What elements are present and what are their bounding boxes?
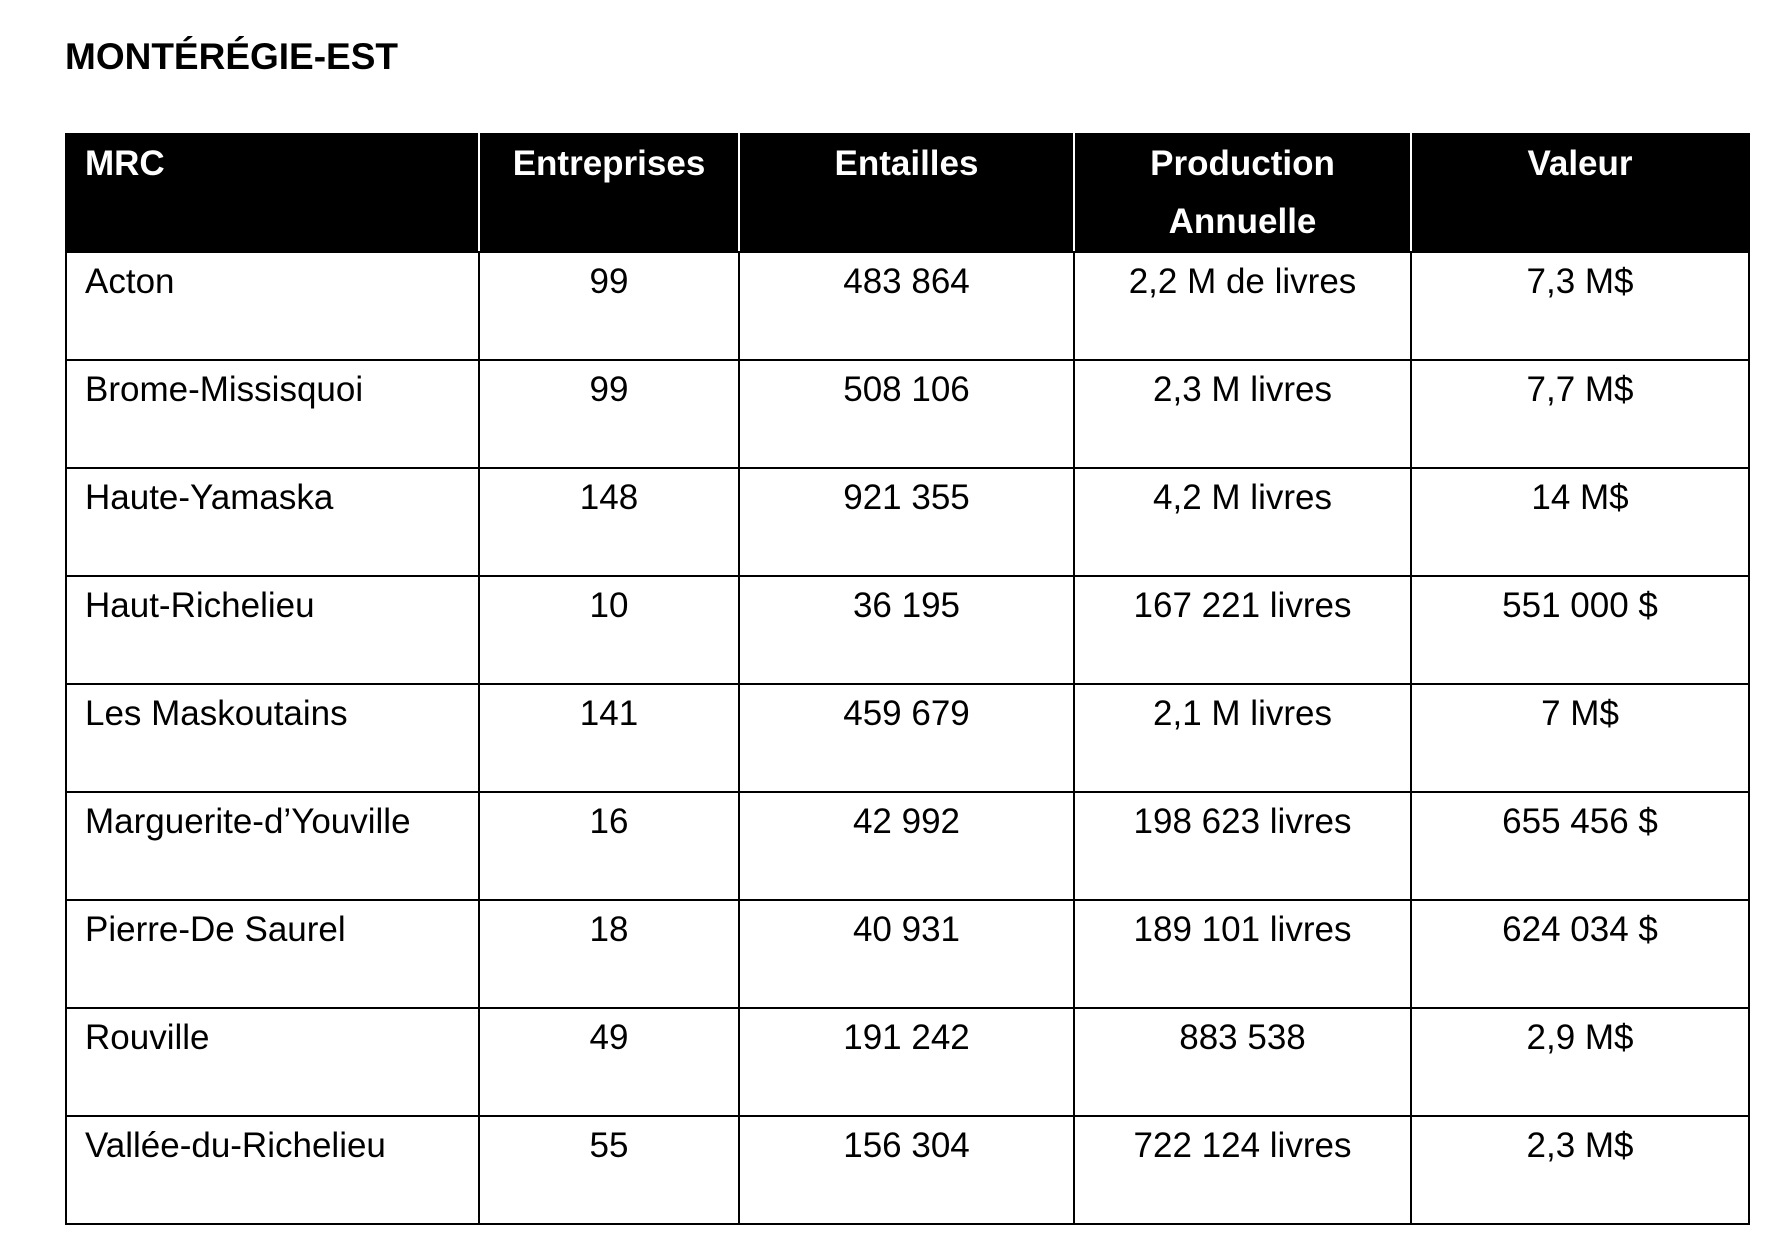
header-mrc: MRC <box>66 134 479 252</box>
table-row <box>66 900 1749 1008</box>
cell-production: 167 221 livres <box>1074 576 1411 684</box>
cell-entailles: 36 195 <box>739 576 1074 684</box>
cell-mrc: Brome-Missisquoi <box>66 360 479 468</box>
cell-valeur: 624 034 $ <box>1411 900 1749 1008</box>
table-header <box>66 134 1749 252</box>
cell-production: 722 124 livres <box>1074 1116 1411 1224</box>
header-row <box>66 134 1749 252</box>
header-entailles: Entailles <box>739 134 1074 252</box>
header-production: Production Annuelle <box>1074 134 1411 252</box>
cell-entreprises: 141 <box>479 684 739 792</box>
cell-entreprises: 148 <box>479 468 739 576</box>
table-row <box>66 468 1749 576</box>
table-row <box>66 1008 1749 1116</box>
cell-mrc: Les Maskoutains <box>66 684 479 792</box>
table-row <box>66 360 1749 468</box>
table-row <box>66 1116 1749 1224</box>
cell-valeur: 7,3 M$ <box>1411 252 1749 360</box>
cell-production: 198 623 livres <box>1074 792 1411 900</box>
cell-mrc: Vallée-du-Richelieu <box>66 1116 479 1224</box>
cell-entailles: 508 106 <box>739 360 1074 468</box>
cell-valeur: 655 456 $ <box>1411 792 1749 900</box>
cell-mrc: Haut-Richelieu <box>66 576 479 684</box>
cell-entailles: 483 864 <box>739 252 1074 360</box>
cell-mrc: Rouville <box>66 1008 479 1116</box>
table-row <box>66 576 1749 684</box>
cell-entailles: 40 931 <box>739 900 1074 1008</box>
cell-production: 2,3 M livres <box>1074 360 1411 468</box>
header-valeur: Valeur <box>1411 134 1749 252</box>
cell-entailles: 42 992 <box>739 792 1074 900</box>
cell-entreprises: 16 <box>479 792 739 900</box>
cell-production: 883 538 <box>1074 1008 1411 1116</box>
cell-mrc: Acton <box>66 252 479 360</box>
maple-production-table <box>65 133 1750 1225</box>
cell-production: 2,1 M livres <box>1074 684 1411 792</box>
table-row <box>66 792 1749 900</box>
header-entreprises: Entreprises <box>479 134 739 252</box>
cell-valeur: 7 M$ <box>1411 684 1749 792</box>
cell-valeur: 7,7 M$ <box>1411 360 1749 468</box>
table-body <box>66 252 1749 1224</box>
table-row <box>66 252 1749 360</box>
cell-entreprises: 55 <box>479 1116 739 1224</box>
cell-valeur: 551 000 $ <box>1411 576 1749 684</box>
cell-entailles: 156 304 <box>739 1116 1074 1224</box>
cell-entailles: 921 355 <box>739 468 1074 576</box>
cell-entreprises: 99 <box>479 360 739 468</box>
cell-mrc: Marguerite-d’Youville <box>66 792 479 900</box>
cell-mrc: Haute-Yamaska <box>66 468 479 576</box>
cell-entailles: 459 679 <box>739 684 1074 792</box>
cell-entreprises: 10 <box>479 576 739 684</box>
table-row <box>66 684 1749 792</box>
cell-valeur: 2,9 M$ <box>1411 1008 1749 1116</box>
cell-entreprises: 49 <box>479 1008 739 1116</box>
cell-valeur: 2,3 M$ <box>1411 1116 1749 1224</box>
cell-production: 4,2 M livres <box>1074 468 1411 576</box>
cell-entailles: 191 242 <box>739 1008 1074 1116</box>
cell-valeur: 14 M$ <box>1411 468 1749 576</box>
cell-production: 189 101 livres <box>1074 900 1411 1008</box>
cell-mrc: Pierre-De Saurel <box>66 900 479 1008</box>
page-title: MONTÉRÉGIE-EST <box>65 36 399 77</box>
cell-production: 2,2 M de livres <box>1074 252 1411 360</box>
cell-entreprises: 99 <box>479 252 739 360</box>
cell-entreprises: 18 <box>479 900 739 1008</box>
